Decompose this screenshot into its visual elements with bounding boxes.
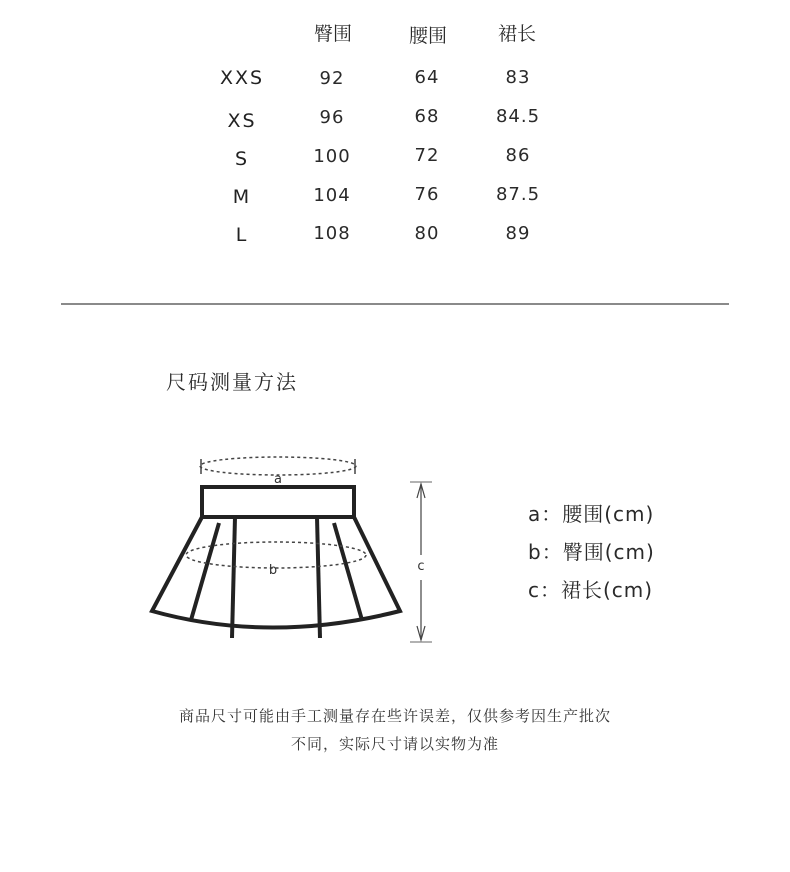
size-label: S xyxy=(234,148,250,170)
length-value: 87.5 xyxy=(495,184,541,205)
hip-value: 100 xyxy=(313,146,351,167)
legend-length: c：裙长(cm) xyxy=(528,578,654,602)
note-line-2: 不同，实际尺寸请以实物为准 xyxy=(290,735,499,753)
size-label: M xyxy=(232,186,252,208)
pleat-line xyxy=(232,517,235,638)
label-a: a xyxy=(274,472,282,487)
waist-value: 72 xyxy=(414,145,440,166)
size-label: L xyxy=(235,224,249,246)
header-waist: 腰围 xyxy=(409,25,448,47)
pleat-line xyxy=(317,517,320,638)
section-title: 尺码测量方法 xyxy=(166,370,298,394)
header-hip: 臀围 xyxy=(314,23,353,45)
pleat-line xyxy=(191,523,219,620)
label-c: c xyxy=(417,559,425,574)
header-length: 裙长 xyxy=(498,23,537,45)
note-line-1: 商品尺寸可能由手工测量存在些许误差，仅供参考因生产批次 xyxy=(178,707,611,725)
length-value: 89 xyxy=(505,223,531,244)
length-value: 84.5 xyxy=(495,106,541,127)
label-b: b xyxy=(268,563,278,578)
legend-hip: b：臀围(cm) xyxy=(528,540,655,564)
waist-value: 68 xyxy=(414,106,440,127)
pleat-line xyxy=(334,523,362,620)
waist-value: 64 xyxy=(414,67,440,88)
waist-value: 76 xyxy=(414,184,440,205)
length-value: 83 xyxy=(505,67,531,88)
hip-value: 92 xyxy=(319,68,345,89)
hip-value: 104 xyxy=(313,185,351,206)
legend-waist: a：腰围(cm) xyxy=(528,502,655,526)
waist-value: 80 xyxy=(414,223,440,244)
size-label: XXS xyxy=(219,67,265,89)
hip-value: 108 xyxy=(313,223,351,244)
waistband-shape xyxy=(202,487,354,517)
size-label: XS xyxy=(227,110,257,132)
length-value: 86 xyxy=(505,145,531,166)
hip-value: 96 xyxy=(319,107,345,128)
